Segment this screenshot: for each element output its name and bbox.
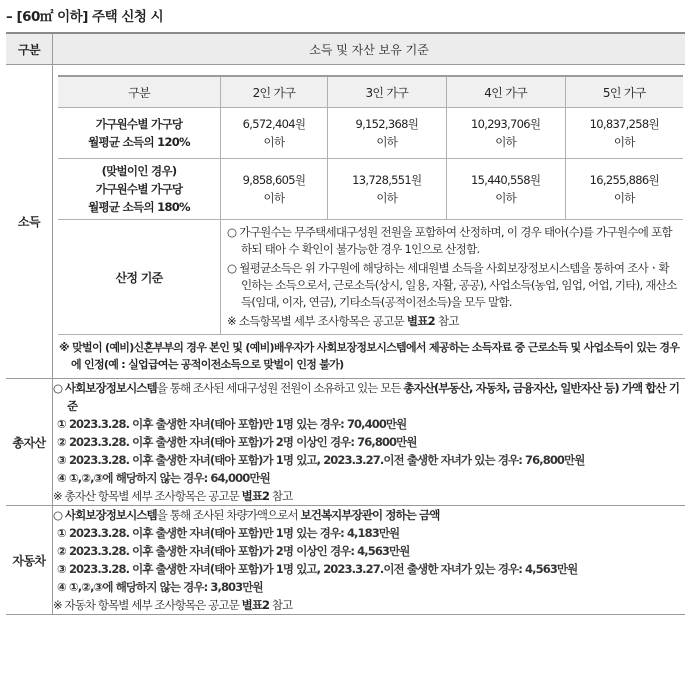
assets-intro: ○ 사회보장정보시스템을 통해 조사된 세대구성원 전원이 소유하고 있는 모든 총자산(부동산, 자동차, 금융자산, 일반자산 등) 가액 합산 기준 <box>53 381 680 413</box>
cell: 6,572,404원 이하 <box>221 108 328 159</box>
cell: 9,858,605원 이하 <box>221 159 328 220</box>
car-row <box>6 506 685 615</box>
cell: 13,728,551원 이하 <box>327 159 446 220</box>
section-title: – [60㎡ 이하] 주택 신청 시 <box>6 9 164 25</box>
col-header: 5인 가구 <box>565 76 683 108</box>
table-row <box>58 108 683 159</box>
criteria-table <box>6 32 685 615</box>
col-header: 4인 가구 <box>446 76 565 108</box>
assets-item: ① 2023.3.28. 이후 출생한 자녀(태아 포함)만 1명 있는 경우: 70,400만원 <box>57 417 407 431</box>
row-label: (맞벌이인 경우) 가구원수별 가구당 월평균 소득의 180% <box>58 159 221 220</box>
car-intro: ○ 사회보장정보시스템을 통해 조사된 차량가액으로서 보건복지부장관이 정하는 금액 <box>53 508 440 522</box>
criteria-text <box>221 220 684 335</box>
assets-item: ② 2023.3.28. 이후 출생한 자녀(태아 포함)가 2명 이상인 경우: 76,800만원 <box>57 435 417 449</box>
car-reference: ※ 자동차 항목별 세부 조사항목은 공고문 별표2 참고 <box>53 598 293 612</box>
criteria-bullet: ○ 가구원수는 무주택세대구성원 전원을 포함하여 산정하며, 이 경우 태아(수)를 가구원수에 포함하되 태아 수 확인이 불가능한 경우 1인으로 산정함. <box>227 225 672 256</box>
assets-content <box>53 379 686 506</box>
cell: 10,293,706원 이하 <box>446 108 565 159</box>
car-item: ② 2023.3.28. 이후 출생한 자녀(태아 포함)가 2명 이상인 경우: 4,563만원 <box>57 544 410 558</box>
assets-label: 총자산 <box>6 379 53 506</box>
car-item: ④ ①,②,③에 해당하지 않는 경우: 3,803만원 <box>57 580 263 594</box>
header-criteria: 소득 및 자산 보유 기준 <box>53 33 686 65</box>
header-category: 구분 <box>6 33 53 65</box>
car-label: 자동차 <box>6 506 53 615</box>
income-table <box>58 75 683 335</box>
income-label: 소득 <box>6 65 53 379</box>
table-row <box>58 159 683 220</box>
col-header: 구분 <box>58 76 221 108</box>
assets-reference: ※ 총자산 항목별 세부 조사항목은 공고문 별표2 참고 <box>53 489 293 503</box>
cell: 16,255,886원 이하 <box>565 159 683 220</box>
col-header: 2인 가구 <box>221 76 328 108</box>
assets-item: ③ 2023.3.28. 이후 출생한 자녀(태아 포함)가 1명 있고, 2023.3.27.이전 출생한 자녀가 있는 경우: 76,800만원 <box>57 453 585 467</box>
cell: 10,837,258원 이하 <box>565 108 683 159</box>
car-item: ① 2023.3.28. 이후 출생한 자녀(태아 포함)만 1명 있는 경우: 4,183만원 <box>57 526 400 540</box>
row-label: 가구원수별 가구당 월평균 소득의 120% <box>58 108 221 159</box>
assets-row <box>6 379 685 506</box>
criteria-row <box>58 220 683 335</box>
car-content <box>53 506 686 615</box>
header-row <box>6 33 685 65</box>
income-row <box>6 65 685 379</box>
cell: 15,440,558원 이하 <box>446 159 565 220</box>
col-header: 3인 가구 <box>327 76 446 108</box>
income-table-header <box>58 76 683 108</box>
car-item: ③ 2023.3.28. 이후 출생한 자녀(태아 포함)가 1명 있고, 2023.3.27.이전 출생한 자녀가 있는 경우: 4,563만원 <box>57 562 578 576</box>
income-content <box>53 65 686 379</box>
dual-income-note: ※ 맞벌이 (예비)신혼부부의 경우 본인 및 (예비)배우자가 사회보장정보시스템에서 제공하는 소득자료 중 근로소득 및 사업소득이 있는 경우에 인정(예 : 실업급여는 공적이전소득으로 맞벌이 인정 불가) <box>59 341 680 371</box>
criteria-bullet: ○ 월평균소득은 위 가구원에 해당하는 세대원별 소득을 사회보장정보시스템을 통하여 조사ㆍ확인하는 소득으로서, 근로소득(상시, 일용, 자활, 공공), 사업소득(농업, 임업, 어업, 기타), 재산소득(임대, 이자, 연금), 기타소득(공적이전소득)을 모두 말함. <box>227 261 677 309</box>
cell: 9,152,368원 이하 <box>327 108 446 159</box>
criteria-label: 산정 기준 <box>58 220 221 335</box>
assets-item: ④ ①,②,③에 해당하지 않는 경우: 64,000만원 <box>57 471 270 485</box>
criteria-reference: ※ 소득항목별 세부 조사항목은 공고문 별표2 참고 <box>227 314 459 328</box>
